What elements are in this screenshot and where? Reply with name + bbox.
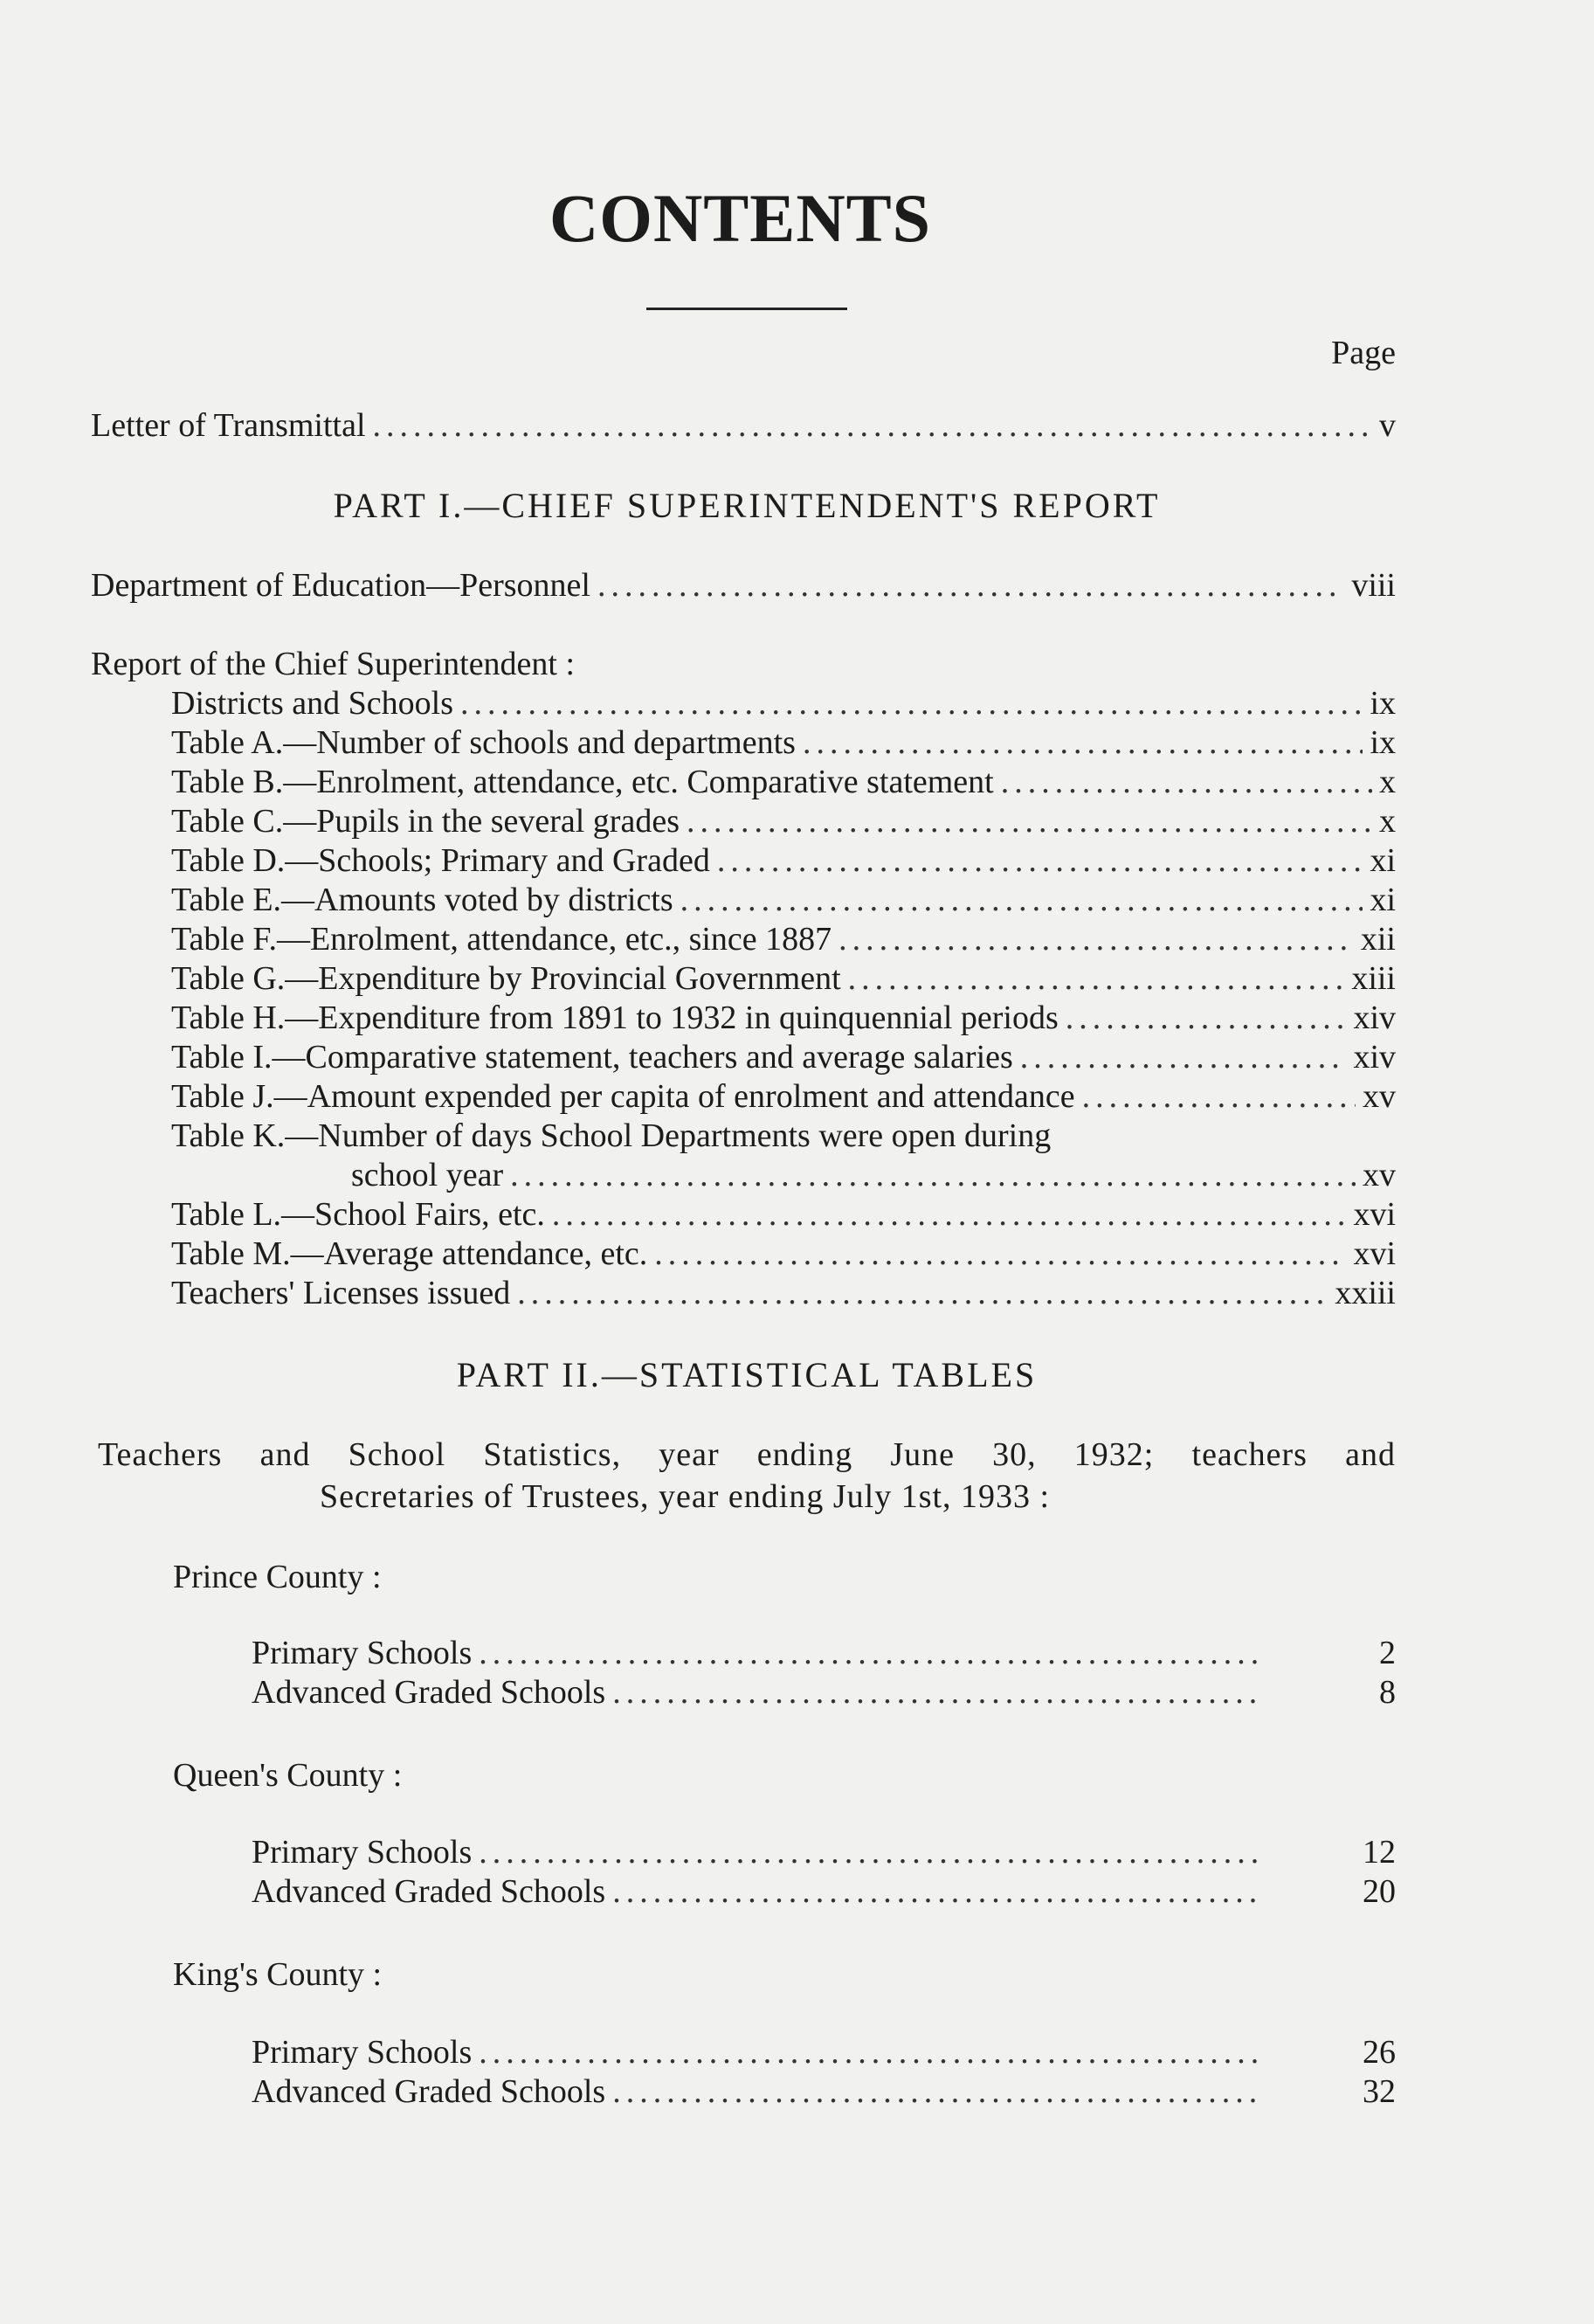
toc-entry[interactable]: Table D.—Schools; Primary and Graded ..... xi <box>171 841 1396 880</box>
toc-entry-transmittal[interactable]: Letter of Transmittal ..... v <box>91 406 1396 445</box>
county-row-page: 12 <box>1363 1834 1396 1871</box>
toc-entry[interactable]: Districts and Schools ..... ix <box>171 684 1396 723</box>
toc-entry-county-row[interactable]: Primary Schools ..... <box>252 1833 1265 1871</box>
toc-entry-county-row[interactable]: Advanced Graded Schools ..... <box>252 1673 1265 1712</box>
toc-entry[interactable]: Table E.—Amounts voted by districts ..... xi <box>171 881 1396 919</box>
county-row-page: 8 <box>1379 1674 1396 1711</box>
toc-entry[interactable]: Table F.—Enrolment, attendance, etc., since 1887 ..... xii <box>171 920 1396 958</box>
page-column-header: Page <box>1331 335 1396 371</box>
report-heading: Report of the Chief Superintendent : <box>91 646 576 682</box>
toc-entry[interactable]: Table H.—Expenditure from 1891 to 1932 in quinquennial periods ..... xiv <box>171 999 1396 1037</box>
toc-entry-table-k-line1[interactable]: Table K.—Number of days School Departments were open during <box>171 1117 1052 1154</box>
toc-entry[interactable]: Table I.—Comparative statement, teachers and average salaries ..... xiv <box>171 1038 1396 1076</box>
toc-entry[interactable]: Table A.—Number of schools and departments ..... ix <box>171 723 1396 762</box>
part2-heading: PART II.—STATISTICAL TABLES <box>456 1355 1038 1394</box>
county-row-page: 26 <box>1363 2034 1396 2071</box>
toc-entry-county-row[interactable]: Advanced Graded Schools ..... <box>252 1872 1265 1911</box>
county-row-page: 32 <box>1363 2073 1396 2110</box>
toc-entry[interactable]: Table L.—School Fairs, etc. ..... xvi <box>171 1195 1396 1234</box>
toc-entry-department[interactable]: Department of Education—Personnel ..... viii <box>91 566 1396 605</box>
toc-entry-county-row[interactable]: Advanced Graded Schools ..... <box>252 2072 1265 2111</box>
county-row-page: 2 <box>1379 1635 1396 1671</box>
toc-entry-county-row[interactable]: Primary Schools ..... <box>252 1634 1265 1672</box>
toc-entry[interactable]: Table J.—Amount expended per capita of enrolment and attendance ..... xv <box>171 1077 1396 1116</box>
county-heading: Prince County : <box>173 1559 382 1595</box>
toc-entry[interactable]: Teachers' Licenses issued ..... xxiii <box>171 1274 1396 1312</box>
part2-intro-line2: Secretaries of Trustees, year ending July 1st, 1933 : <box>320 1478 1051 1515</box>
county-row-page: 20 <box>1363 1873 1396 1910</box>
toc-entry[interactable]: Table M.—Average attendance, etc. ..... xvi <box>171 1235 1396 1273</box>
part1-heading: PART I.—CHIEF SUPERINTENDENT'S REPORT <box>333 486 1161 525</box>
toc-entry-table-k[interactable]: school year ..... xv <box>351 1156 1396 1194</box>
toc-entry[interactable]: Table C.—Pupils in the several grades ..... x <box>171 802 1396 840</box>
county-heading: Queen's County : <box>173 1757 403 1794</box>
part2-intro-line1: Teachers and School Statistics, year ending June 30, 1932; teachers and <box>98 1436 1396 1473</box>
toc-entry[interactable]: Table B.—Enrolment, attendance, etc. Comparative statement ..... x <box>171 763 1396 801</box>
toc-entry[interactable]: Table G.—Expenditure by Provincial Government ..... xiii <box>171 959 1396 998</box>
toc-entry-county-row[interactable]: Primary Schools ..... <box>252 2033 1265 2072</box>
page-title: CONTENTS <box>549 180 932 256</box>
title-rule <box>646 308 847 310</box>
county-heading: King's County : <box>173 1956 383 1993</box>
